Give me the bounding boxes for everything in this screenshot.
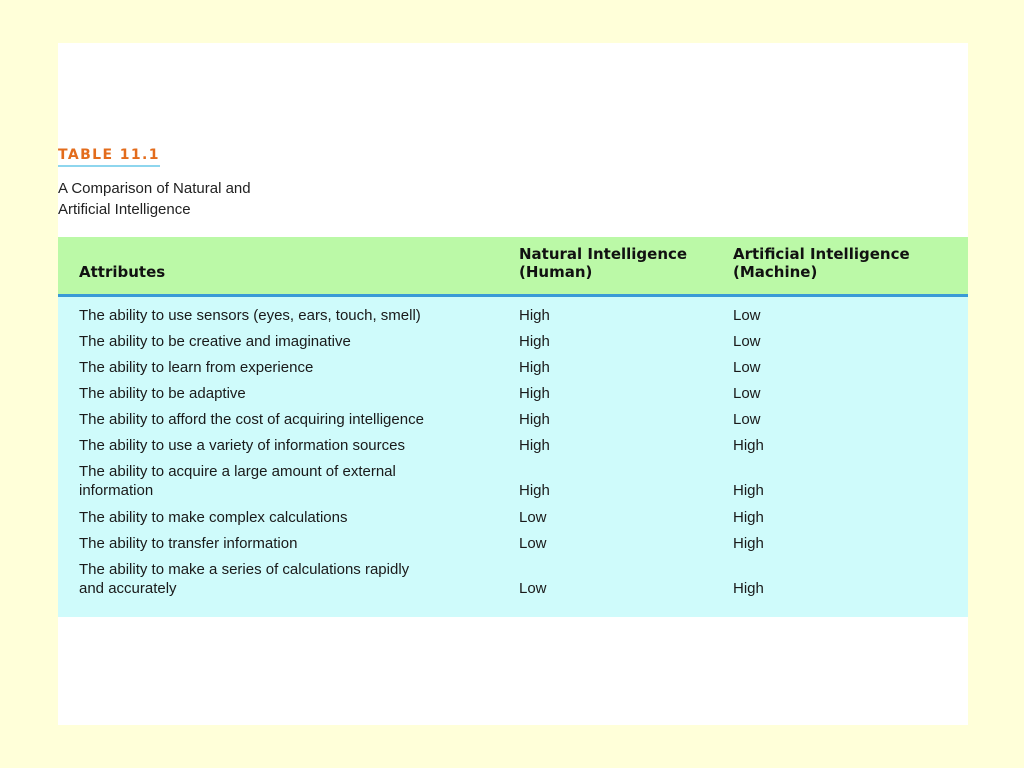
cell-artificial: High	[733, 580, 764, 597]
cell-attribute: The ability to use sensors (eyes, ears, touch, smell)	[79, 307, 421, 324]
header-artificial-intelligence	[733, 245, 953, 281]
cell-artificial: High	[733, 535, 764, 552]
table-caption	[58, 178, 318, 220]
cell-natural: High	[519, 333, 550, 350]
table-body	[58, 297, 968, 617]
cell-natural: High	[519, 385, 550, 402]
cell-natural: Low	[519, 580, 547, 597]
cell-attribute: The ability to be adaptive	[79, 385, 246, 402]
cell-attribute	[79, 560, 499, 598]
cell-natural: High	[519, 482, 550, 499]
cell-attribute-line-2: and accurately	[79, 580, 177, 597]
header-artificial-line-1: Artificial Intelligence	[733, 245, 910, 263]
cell-attribute: The ability to transfer information	[79, 535, 298, 552]
table-header	[58, 237, 968, 297]
header-natural-line-1: Natural Intelligence	[519, 245, 688, 263]
cell-natural: Low	[519, 535, 547, 552]
cell-attribute: The ability to make complex calculations	[79, 509, 348, 526]
cell-natural: High	[519, 359, 550, 376]
cell-natural: High	[519, 411, 550, 428]
cell-artificial: High	[733, 482, 764, 499]
caption-line-1: A Comparison of Natural and	[58, 180, 251, 197]
cell-natural: High	[519, 437, 550, 454]
cell-artificial: Low	[733, 307, 761, 324]
cell-natural: High	[519, 307, 550, 324]
header-natural-line-2: (Human)	[519, 263, 593, 281]
cell-attribute: The ability to learn from experience	[79, 359, 314, 376]
cell-artificial: Low	[733, 411, 761, 428]
cell-attribute-line-1: The ability to make a series of calculations rapidly	[79, 561, 410, 578]
cell-attribute: The ability to use a variety of information sources	[79, 437, 405, 454]
header-natural-intelligence	[519, 245, 719, 281]
cell-artificial: Low	[733, 333, 761, 350]
slide-panel	[58, 43, 968, 725]
cell-artificial: Low	[733, 385, 761, 402]
header-artificial-line-2: (Machine)	[733, 263, 818, 281]
cell-artificial: Low	[733, 359, 761, 376]
cell-artificial: High	[733, 437, 764, 454]
cell-attribute: The ability to afford the cost of acquiring intelligence	[79, 411, 424, 428]
cell-artificial: High	[733, 509, 764, 526]
caption-line-2: Artificial Intelligence	[58, 201, 191, 218]
cell-attribute: The ability to be creative and imaginative	[79, 333, 351, 350]
cell-attribute-line-1: The ability to acquire a large amount of external	[79, 463, 396, 480]
cell-attribute-line-2: information	[79, 482, 154, 499]
cell-natural: Low	[519, 509, 547, 526]
table-label: TABLE 11.1	[58, 147, 160, 167]
cell-attribute	[79, 462, 499, 500]
header-attributes: Attributes	[79, 263, 166, 281]
